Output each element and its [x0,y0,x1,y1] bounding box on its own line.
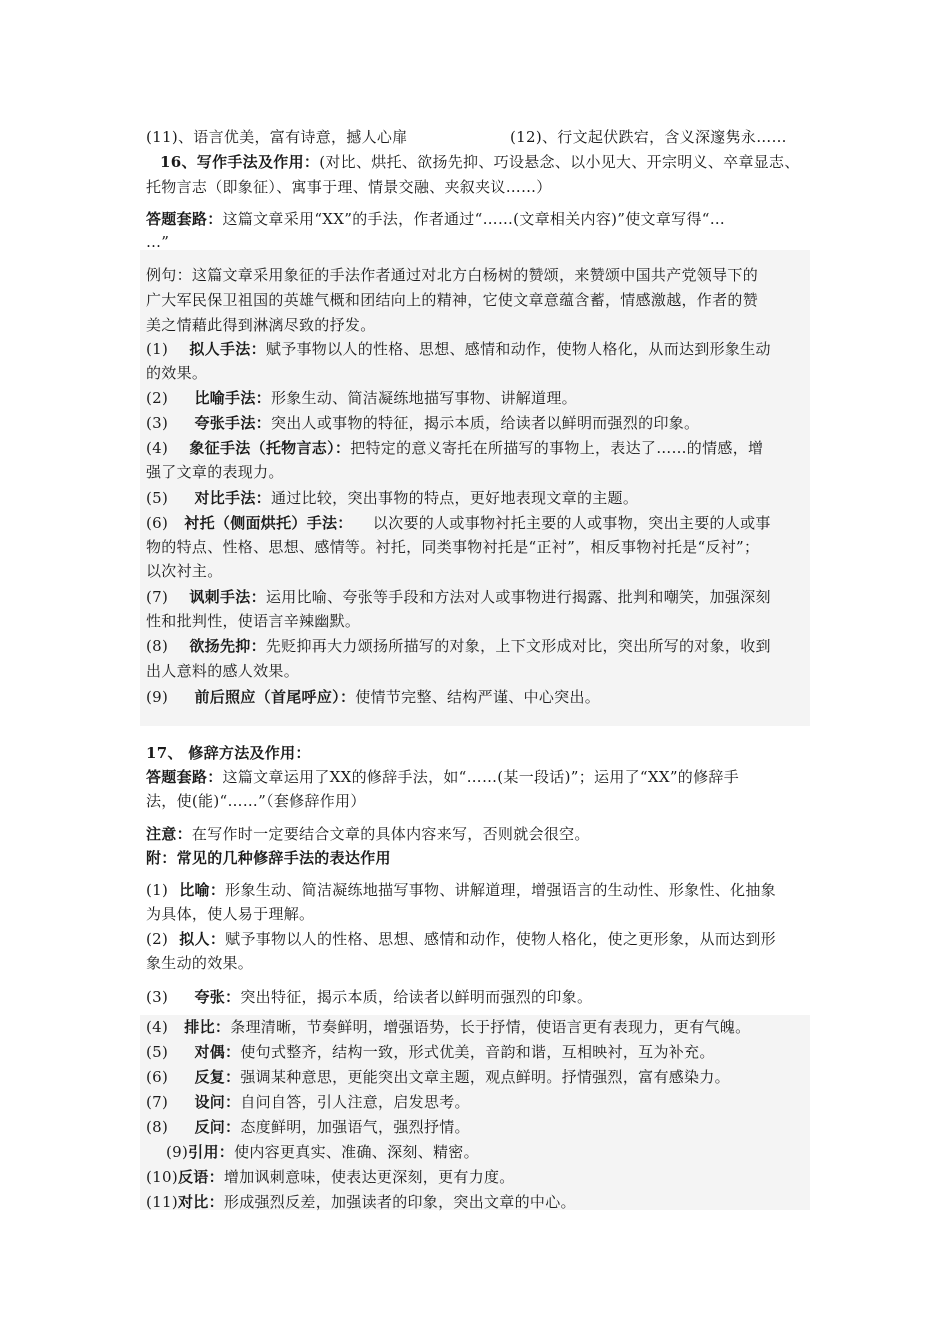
item-term: 比喻手法： [194,389,271,407]
item-12-text: (12)、行文起伏跌宕，含义深邃隽永…… [510,128,787,146]
item-text-cont: 性和批判性，使语言辛辣幽默。 [146,612,361,630]
list-item [146,386,808,410]
item-text: 突出特征，揭示本质，给读者以鲜明而强烈的印象。 [240,988,593,1006]
section-17-title: 17、 修辞方法及作用： [146,744,311,762]
item-term: 反问： [194,1118,241,1136]
item-number: (2) [146,930,169,948]
list-item [146,125,808,149]
item-text: 形象生动、简洁凝练地描写事物、讲解道理，增强语言的生动性、形象性、化抽象 [225,881,776,899]
item-number: (3) [146,414,169,432]
formula-label: 答题套路： [146,210,223,228]
formula-text: 这篇文章采用“XX”的手法，作者通过“……(文章相关内容)”使文章写得“… [222,210,726,228]
item-text: 条理清晰，节奏鲜明，增强语势，长于抒情，使语言更有表现力，更有气魄。 [230,1018,751,1036]
item-term: 反复： [194,1068,241,1086]
list-item [146,1040,808,1064]
item-term: 拟人手法： [189,340,266,358]
item-text: 使句式整齐，结构一致，形式优美，音韵和谐，互相映衬，互为补充。 [240,1043,715,1061]
item-term: 对比： [178,1193,224,1211]
formula-label: 答题套路： [146,768,223,786]
item-term: 设问： [194,1093,241,1111]
list-item [146,585,808,609]
item-number: (9) [166,1143,189,1161]
example-text: 广大军民保卫祖国的英雄气概和团结向上的精神，它使文章意蕴含蓄，情感激越，作者的赞 [146,291,759,309]
item-term: 衬托（侧面烘托）手法： [184,514,353,532]
item-number: (1) [146,881,169,899]
item-number: (10) [146,1168,178,1186]
example-text: 例句：这篇文章采用象征的手法作者通过对北方白杨树的赞颂，来赞颂中国共产党领导下的 [146,266,759,284]
item-term: 反语： [178,1168,224,1186]
item-text: 运用比喻、夸张等手段和方法对人或事物进行揭露、批判和嘲笑，加强深刻 [265,588,771,606]
item-text: 形成强烈反差，加强读者的印象，突出文章的中心。 [223,1193,576,1211]
item-number: (3) [146,988,169,1006]
item-number: (5) [146,1043,169,1061]
item-term: 比喻： [179,881,226,899]
note-label: 注意： [146,825,192,843]
appendix-title: 附：常见的几种修辞手法的表达作用 [146,849,391,867]
item-number: (9) [146,688,169,706]
section-16-title: 16、写作手法及作用： [160,153,320,171]
item-text: 先贬抑再大力颂扬所描写的对象，上下文形成对比，突出所写的对象，收到 [265,637,771,655]
item-term: 引用： [188,1143,235,1161]
item-number: (5) [146,489,169,507]
item-text: 以次要的人或事物衬托主要的人或事物，突出主要的人或事 [372,514,771,532]
item-text: 使情节完整、结构严谨、中心突出。 [355,688,601,706]
item-number: (1) [146,340,169,358]
item-text: 突出人或事物的特征，揭示本质，给读者以鲜明而强烈的印象。 [270,414,700,432]
item-text-cont: 的效果。 [146,364,208,382]
list-item [166,1140,806,1164]
formula-16 [146,207,808,231]
formula-17 [146,765,808,789]
list-item [146,1090,808,1114]
formula-text-cont: …” [146,233,170,251]
item-number: (7) [146,1093,169,1111]
item-number: (6) [146,1068,169,1086]
item-number: (8) [146,1118,169,1136]
list-item [146,1115,808,1139]
item-text: 通过比较，突出事物的特点，更好地表现文章的主题。 [270,489,639,507]
list-item [146,927,808,951]
item-term: 象征手法（托物言志）： [189,439,351,457]
item-text: 自问自答，引人注意，启发思考。 [240,1093,470,1111]
item-text: 赋予事物以人的性格、思想、感情和动作，使物人格化，从而达到形象生动 [265,340,771,358]
item-term: 欲扬先抑： [189,637,266,655]
item-number: (2) [146,389,169,407]
section-16-techniques: (对比、烘托、欲扬先抑、巧设悬念、以小见大、开宗明义、卒章显志、 [319,153,800,171]
note-text: 在写作时一定要结合文章的具体内容来写，否则就会很空。 [191,825,590,843]
item-text-cont: 象生动的效果。 [146,954,254,972]
item-number: (6) [146,514,169,532]
list-item [146,411,808,435]
item-term: 对偶： [194,1043,241,1061]
item-term: 讽刺手法： [189,588,266,606]
item-term: 对比手法： [194,489,271,507]
note [146,822,808,846]
item-text: 强调某种意思，更能突出文章主题，观点鲜明。抒情强烈，富有感染力。 [240,1068,730,1086]
item-text: 形象生动、简洁凝练地描写事物、讲解道理。 [270,389,577,407]
list-item [146,685,808,709]
item-term: 夸张： [194,988,241,1006]
item-text: 态度鲜明，加强语气，强烈抒情。 [240,1118,470,1136]
item-term: 拟人： [179,930,226,948]
example-text: 美之情藉此得到淋漓尽致的抒发。 [146,316,376,334]
item-number: (4) [146,1018,169,1036]
list-item [146,878,808,902]
item-text: 把特定的意义寄托在所描写的事物上，表达了……的情感，增 [350,439,764,457]
section-16-techniques-cont: 托物言志（即象征）、寓事于理、情景交融、夹叙夹议……） [146,178,552,196]
item-term: 排比： [184,1018,231,1036]
list-item [146,486,808,510]
item-text-cont: 强了文章的表现力。 [146,463,284,481]
section-16-heading [160,150,810,174]
item-number: (7) [146,588,169,606]
list-item [146,436,808,460]
list-item [146,1165,808,1189]
list-item [146,337,808,361]
list-item [146,634,808,658]
item-number: (8) [146,637,169,655]
item-text-cont: 物的特点、性格、思想、感情等。衬托，同类事物衬托是“正衬”，相反事物衬托是“反衬”； [146,538,760,556]
list-item [146,985,808,1009]
list-item [146,1190,808,1214]
item-term: 夸张手法： [194,414,271,432]
item-number: (11) [146,1193,178,1211]
item-text: 赋予事物以人的性格、思想、感情和动作，使物人格化，使之更形象，从而达到形 [225,930,776,948]
formula-text-cont: 法，使(能)“……”（套修辞作用） [146,792,366,810]
item-text: 使内容更真实、准确、深刻、精密。 [234,1143,479,1161]
item-text-cont: 以次衬主。 [146,562,223,580]
item-number: (4) [146,439,169,457]
item-text-cont: 出人意料的感人效果。 [146,662,300,680]
formula-text: 这篇文章运用了XX的修辞手法，如“……(某一段话)”；运用了“XX”的修辞手 [222,768,740,786]
list-item [146,1015,808,1039]
item-text-cont: 为具体，使人易于理解。 [146,905,315,923]
item-11-text: (11)、语言优美，富有诗意，撼人心扉 [146,128,408,146]
item-text: 增加讽刺意味，使表达更深刻，更有力度。 [223,1168,515,1186]
list-item [146,511,808,535]
item-term: 前后照应（首尾呼应）： [194,688,356,706]
list-item [146,1065,808,1089]
